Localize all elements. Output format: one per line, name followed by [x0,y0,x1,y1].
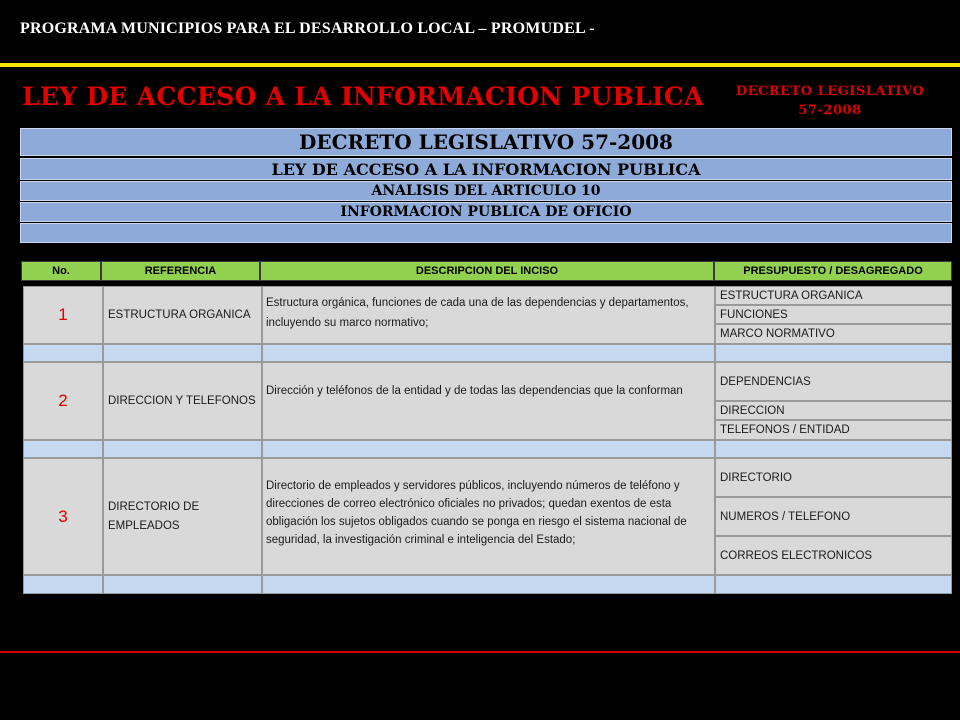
spacer-cell [262,440,715,458]
program-title: PROGRAMA MUNICIPIOS PARA EL DESARROLLO LOCAL – PROMUDEL - [20,20,595,37]
row-3-item-3: CORREOS ELECTRONICOS [715,536,952,575]
header-decree: DECRETO LEGISLATIVO 57-2008 [20,128,952,156]
spacer-cell [23,440,103,458]
row-3-item-1: DIRECTORIO [715,458,952,497]
header-law: LEY DE ACCESO A LA INFORMACION PUBLICA [20,158,952,180]
row-2-item-2: DIRECCION [715,401,952,420]
decree-label [705,82,955,120]
decree-line-1: DECRETO LEGISLATIVO [735,84,925,99]
row-1-item-2: FUNCIONES [715,305,952,324]
row-2-item-3: TELEFONOS / ENTIDAD [715,420,952,440]
spacer-cell [103,575,262,594]
spacer-cell [715,575,952,594]
decree-line-2: 57-2008 [798,103,862,118]
spacer-cell [715,344,952,362]
row-3-description: Directorio de empleados y servidores públicos, incluyendo números de teléfono y direcciones de correo electrónico oficiales no privados; quedan exentos de esta obligación los sujetos obligados cuando se ponga en riesgo el sistema nacional de seguridad, la investigación criminal e inteligencia del Estado; [262,458,715,575]
row-2-reference: DIRECCION Y TELEFONOS [103,362,262,440]
row-1-reference: ESTRUCTURA ORGANICA [103,286,262,344]
row-1-item-3: MARCO NORMATIVO [715,324,952,344]
row-1-number: 1 [23,286,103,344]
column-header-budget: PRESUPUESTO / DESAGREGADO [714,261,952,281]
spacer-cell [23,344,103,362]
row-1-item-1: ESTRUCTURA ORGANICA [715,286,952,305]
column-header-reference: REFERENCIA [101,261,260,281]
spacer-cell [103,440,262,458]
column-header-description: DESCRIPCION DEL INCISO [260,261,714,281]
row-1-description: Estructura orgánica, funciones de cada una de las dependencias y departamentos, incluyendo su marco normativo; [262,286,715,344]
header-info: INFORMACION PUBLICA DE OFICIO [20,202,952,222]
red-divider [0,651,960,653]
row-3-reference: DIRECTORIO DE EMPLEADOS [103,458,262,575]
row-2-description: Dirección y teléfonos de la entidad y de todas las dependencias que la conforman [262,362,715,440]
header-article: ANALISIS DEL ARTICULO 10 [20,181,952,201]
row-3-item-2: NUMEROS / TELEFONO [715,497,952,536]
spacer-cell [715,440,952,458]
main-title: LEY DE ACCESO A LA INFORMACION PUBLICA [22,82,704,111]
spacer-cell [103,344,262,362]
row-3-number: 3 [23,458,103,575]
header-blank [20,223,952,243]
yellow-divider [0,63,960,67]
spacer-cell [23,575,103,594]
spacer-cell [262,344,715,362]
row-2-number: 2 [23,362,103,440]
spacer-cell [262,575,715,594]
row-2-item-1: DEPENDENCIAS [715,362,952,401]
column-header-no: No. [21,261,101,281]
